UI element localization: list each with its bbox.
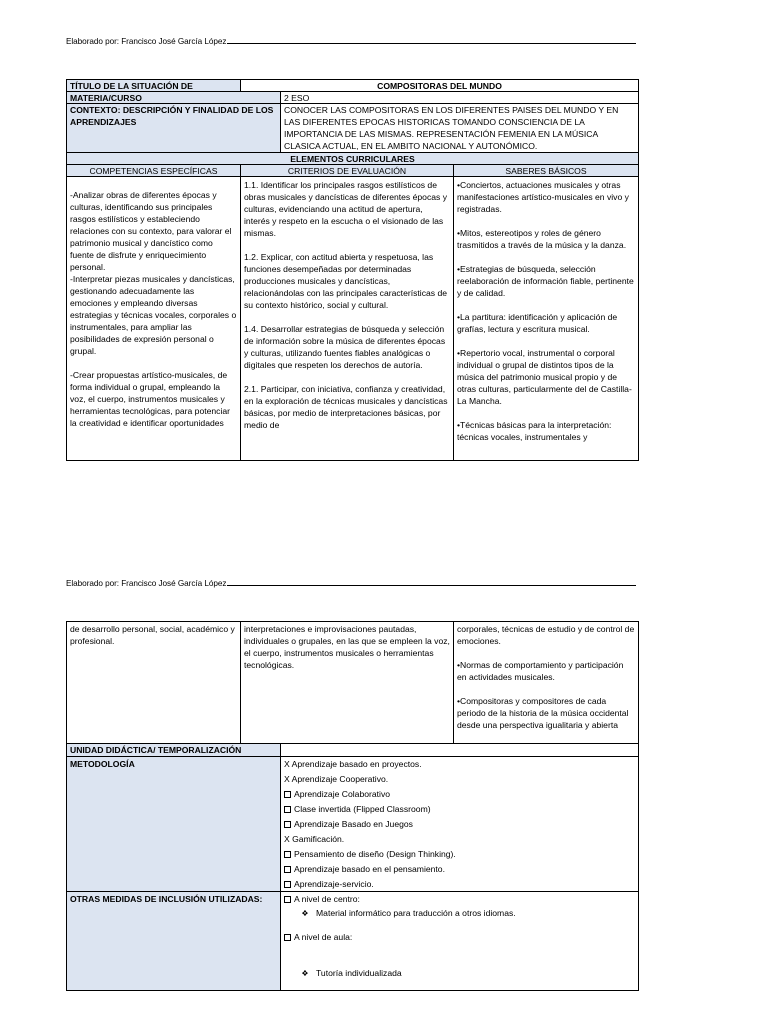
unidad-label-cell [66, 743, 281, 757]
metodologia-item [284, 818, 635, 833]
inclusion-label-cell [66, 891, 281, 991]
author-label: Elaborado por: Francisco José García López [66, 37, 227, 46]
materia-label: MATERIA/CURSO [70, 93, 142, 103]
col-header-label: SABERES BÁSICOS [505, 166, 587, 176]
unidad-label: UNIDAD DIDÁCTICA/ TEMPORALIZACIÓN [70, 745, 242, 755]
checked-mark: X [284, 774, 290, 784]
inclusion-aula-item [284, 967, 635, 981]
competencias-cont-cell [66, 621, 241, 744]
title-label: TÍTULO DE LA SITUACIÓN DE [70, 81, 193, 91]
metodologia-item-label: Aprendizaje Basado en Juegos [294, 819, 413, 829]
checkbox-icon [284, 866, 291, 873]
criterio-item: 1.2. Explicar, con actitud abierta y respetuosa, las funciones desempeñadas por determinadas producciones musicales y dancísticas, relacionándolas con las principales características de su contexto histórico, social y cultural. [244, 252, 448, 310]
inclusion-label: OTRAS MEDIDAS DE INCLUSIÓN UTILIZADAS: [70, 894, 263, 904]
metodologia-label: METODOLOGÍA [70, 759, 135, 769]
competencia-item: de desarrollo personal, social, académico y profesional. [70, 624, 235, 646]
metodologia-label-cell [66, 756, 281, 892]
page2-header [66, 576, 636, 590]
saber-item: •Compositoras y compositores de cada periodo de la historia de la música occidental desde una perspectiva igualitaria y abierta [457, 696, 629, 730]
metodologia-item-label: Aprendizaje-servicio. [294, 879, 374, 889]
metodologia-item-label: Pensamiento de diseño (Design Thinking). [294, 849, 456, 859]
metodologia-item [284, 803, 635, 818]
inclusion-centro-item [284, 907, 635, 931]
diamond-bullet-icon: ❖ [301, 909, 309, 918]
metodologia-item [284, 758, 635, 773]
checkbox-icon [284, 851, 291, 858]
elementos-label: ELEMENTOS CURRICULARES [290, 154, 415, 164]
unidad-value-cell [280, 743, 639, 757]
criterios-cell [240, 176, 454, 461]
checked-mark: X [284, 834, 290, 844]
criterio-item: 1.4. Desarrollar estrategias de búsqueda y selección de información sobre la música de diferentes épocas y culturas, utilizando fuentes fiables analógicas o digitales que respeten los derechos de autoría. [244, 324, 446, 370]
saber-item: •Repertorio vocal, instrumental o corporal individual o grupal de distintos tipos de la música del patrimonio musical propio y de otras culturas, particularmente del de Castilla-La Mancha. [457, 348, 632, 406]
competencia-item: -Crear propuestas artístico-musicales, de forma individual o grupal, empleando la voz, el cuerpo, instrumentos musicales y herramientas tecnológicas, para potenciar la creatividad e identificar oportunidades [70, 370, 231, 428]
criterio-item: interpretaciones e improvisaciones pautadas, individuales o grupales, en las que se empleen la voz, el cuerpo, instrumentos musicales o herramientas tecnológicas. [244, 624, 450, 670]
saber-item: •Estrategias de búsqueda, selección reelaboración de información fiable, pertinente y de calidad. [457, 264, 634, 298]
checkbox-icon [284, 896, 291, 903]
metodologia-item [284, 878, 635, 892]
col-header-label: COMPETENCIAS ESPECÍFICAS [89, 166, 218, 176]
inclusion-aula [284, 931, 635, 967]
contexto-label: CONTEXTO: DESCRIPCIÓN Y FINALIDAD DE LOS APRENDIZAJES [70, 105, 274, 127]
saber-item: •Técnicas básicas para la interpretación: técnicas vocales, instrumentales y [457, 420, 612, 442]
aula-label: A nivel de aula: [294, 932, 353, 942]
checkbox-icon [284, 806, 291, 813]
centro-item-label: Material informático para traducción a otros idiomas. [316, 908, 516, 918]
header-rule [227, 576, 636, 586]
competencias-cell [66, 176, 241, 461]
saber-item: •Conciertos, actuaciones musicales y otras manifestaciones artístico-musicales en vivo y registradas. [457, 180, 629, 214]
criterios-cont-cell [240, 621, 454, 744]
metodologia-item-label: Aprendizaje basado en proyectos. [291, 759, 422, 769]
aula-item-label: Tutoría individualizada [316, 968, 402, 978]
contexto-text: CONOCER LAS COMPOSITORAS EN LOS DIFERENTES PAISES DEL MUNDO Y EN LAS DIFERENTES EPOCAS HISTORICAS TOMANDO CONSCIENCIA DE LA IMPORTANCIA DE LAS MISMAS. REPRESENTACIÓN FEMENIA EN LA MÚSICA CLASICA ACTUAL, EN EL AMBITO NACIONAL Y AUTONÓMICO. [284, 105, 619, 151]
materia-value: 2 ESO [284, 93, 310, 103]
header-rule [227, 34, 636, 44]
checkbox-icon [284, 881, 291, 888]
metodologia-item-label: Aprendizaje Colaborativo [294, 789, 391, 799]
metodologia-item-label: Aprendizaje Cooperativo. [291, 774, 389, 784]
competencia-item: -Analizar obras de diferentes épocas y culturas, identificando sus principales rasgos estilísticos y estableciendo relaciones con su contexto, para valorar el patrimonio musical y dancístico como fuente de disfrute y enriquecimiento personal. [70, 190, 232, 272]
saber-item: •Normas de comportamiento y participación en actividades musicales. [457, 660, 624, 682]
metodologia-item [284, 833, 635, 848]
checkbox-icon [284, 791, 291, 798]
competencia-item: -Interpretar piezas musicales y dancísticas, gestionando adecuadamente las emociones y empleando diversas estrategias y técnicas vocales, corporales o instrumentales, para ampliar las posibilidades de expresión personal o grupal. [70, 274, 237, 356]
situation-title: COMPOSITORAS DEL MUNDO [377, 81, 502, 91]
col-header-label: CRITERIOS DE EVALUACIÓN [287, 166, 407, 176]
page1-header [66, 34, 636, 48]
criterio-item: 2.1. Participar, con iniciativa, confianza y creatividad, en la exploración de técnicas musicales y dancísticas básicas, por medio de interpretaciones básicas, por medio de [244, 384, 448, 430]
checkbox-icon [284, 934, 291, 941]
metodologia-item [284, 848, 635, 863]
centro-label: A nivel de centro: [294, 894, 360, 904]
metodologia-item-label: Aprendizaje basado en el pensamiento. [294, 864, 445, 874]
saber-item: corporales, técnicas de estudio y de control de emociones. [457, 624, 635, 646]
author-label: Elaborado por: Francisco José García López [66, 579, 227, 588]
metodologia-list-cell [280, 756, 639, 892]
saber-item: •Mitos, estereotipos y roles de género trasmitidos a través de la música y la danza. [457, 228, 627, 250]
checked-mark: X [284, 759, 290, 769]
metodologia-item-label: Gamificación. [292, 834, 345, 844]
saber-item: •La partitura: identificación y aplicación de grafías, lectura y escritura musical. [457, 312, 618, 334]
inclusion-centro [284, 893, 635, 907]
contexto-value-cell [280, 103, 639, 153]
criterio-item: 1.1. Identificar los principales rasgos estilísticos de obras musicales y dancísticas de diferentes épocas y culturas, evidenciando una actitud de apertura, interés y respeto en la escucha o el visionado de las mismas. [244, 180, 448, 238]
saberes-cont-cell [453, 621, 639, 744]
diamond-bullet-icon: ❖ [301, 969, 309, 978]
inclusion-list-cell [280, 891, 639, 991]
checkbox-icon [284, 821, 291, 828]
metodologia-item [284, 788, 635, 803]
saberes-cell [453, 176, 639, 461]
contexto-label-cell [66, 103, 281, 153]
metodologia-item-label: Clase invertida (Flipped Classroom) [294, 804, 431, 814]
metodologia-item [284, 863, 635, 878]
metodologia-item [284, 773, 635, 788]
